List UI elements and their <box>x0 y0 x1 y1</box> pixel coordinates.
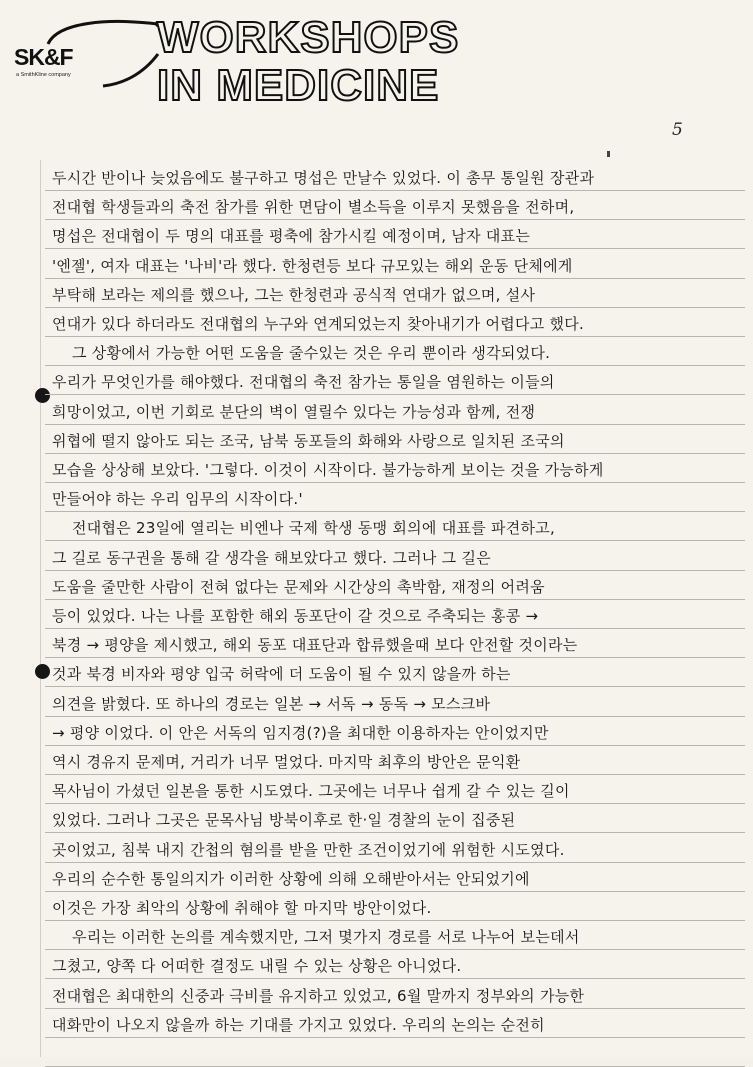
ruled-line <box>45 190 745 191</box>
text-line: → 평양 이었다. 이 안은 서독의 임지경(?)을 최대한 이용하자는 안이었지만 <box>52 723 549 742</box>
logo-subtitle: a SmithKline company <box>16 72 71 78</box>
letterhead-title-line2: IN MEDICINE <box>157 61 440 110</box>
text-line: 북경 → 평양을 제시했고, 해외 동포 대표단과 합류했을때 보다 안전할 것이라는 <box>52 636 578 655</box>
ruled-line <box>45 745 745 746</box>
text-line: 희망이었고, 이번 기회로 분단의 벽이 열릴수 있다는 가능성과 함께, 전쟁 <box>52 402 536 421</box>
ruled-line <box>45 336 745 337</box>
text-line: 우리의 순수한 통일의지가 이러한 상황에 의해 오해받아서는 안되었기에 <box>52 869 530 888</box>
binder-hole <box>35 388 50 403</box>
binder-hole <box>35 664 50 679</box>
letterhead-title-line1: WORKSHOPS <box>157 13 460 62</box>
ruled-line <box>45 540 745 541</box>
ruled-line <box>45 599 745 600</box>
text-line: 그 상황에서 가능한 어떤 도움을 줄수있는 것은 우리 뿐이라 생각되었다. <box>72 344 551 363</box>
text-line: 우리가 무엇인가를 해야했다. 전대협의 축전 참가는 통일을 염원하는 이들의 <box>52 373 555 392</box>
text-line: 이것은 가장 최악의 상황에 취해야 할 마지막 방안이었다. <box>52 899 432 917</box>
text-line: 전대협 학생들과의 축전 참가를 위한 면담이 별소득을 이루지 못했음을 전하며, <box>52 198 575 217</box>
text-line: 목사님이 가셨던 일본을 통한 시도였다. 그곳에는 너무나 쉽게 갈 수 있는 길이 <box>52 782 570 801</box>
ruled-line <box>45 978 745 979</box>
text-line: 우리는 이러한 논의를 계속했지만, 그저 몇가지 경로를 서로 나누어 보는데서 <box>72 928 580 947</box>
ruled-line <box>45 657 745 658</box>
ruled-line <box>45 394 745 395</box>
ruled-line <box>45 453 745 454</box>
text-line: 등이 있었다. 나는 나를 포함한 해외 동포단이 갈 것으로 주축되는 홍콩 → <box>52 607 539 625</box>
text-line: 도움을 줄만한 사람이 전혀 없다는 문제와 시간상의 촉박함, 재정의 어려움 <box>52 577 545 596</box>
ruled-line <box>45 686 745 687</box>
text-line: 그 길로 동구권을 통해 갈 생각을 해보았다고 했다. 그러나 그 길은 <box>52 548 491 567</box>
text-line: 명섭은 전대협이 두 명의 대표를 평축에 참가시킬 예정이며, 남자 대표는 <box>52 227 531 246</box>
ruled-line <box>45 365 745 366</box>
text-line: '엔젤', 여자 대표는 '나비'라 했다. 한청련등 보다 규모있는 해외 운동 단체에게 <box>52 256 573 275</box>
ruled-line <box>45 803 745 804</box>
text-line: 만들어야 하는 우리 임무의 시작이다.' <box>52 490 303 509</box>
ruled-line <box>45 891 745 892</box>
text-line: 전대협은 최대한의 신중과 극비를 유지하고 있었고, 6월 말까지 정부와의 가능한 <box>52 986 585 1005</box>
ruled-line <box>45 482 745 483</box>
text-line: 부탁해 보라는 제의를 했으나, 그는 한청련과 공식적 연대가 없으며, 설사 <box>52 285 536 304</box>
ruled-line <box>45 949 745 950</box>
text-line: 연대가 있다 하더라도 전대협의 누구와 연계되었는지 찾아내기가 어렵다고 했다. <box>52 315 585 333</box>
ruled-line <box>45 774 745 775</box>
ruled-line <box>45 219 745 220</box>
text-line: 대화만이 나오지 않을까 하는 기대를 가지고 있었다. 우리의 논의는 순전히 <box>52 1015 545 1034</box>
logo-text: SK&F <box>14 44 73 70</box>
ruled-line <box>45 278 745 279</box>
ruled-line <box>45 832 745 833</box>
text-line: 모습을 상상해 보았다. '그렇다. 이것이 시작이다. 불가능하게 보이는 것을 가능하게 <box>52 461 604 479</box>
pen-mark <box>607 151 610 157</box>
ruled-line <box>45 1008 745 1009</box>
ruled-line <box>45 570 745 571</box>
text-line: 역시 경유지 문제며, 거리가 너무 멀었다. 마지막 최후의 방안은 문익환 <box>52 753 521 771</box>
ruled-line <box>45 628 745 629</box>
ruled-line <box>45 307 745 308</box>
text-line: 위협에 떨지 않아도 되는 조국, 남북 동포들의 화해와 사랑으로 일치된 조국의 <box>52 431 565 450</box>
text-line: 그쳤고, 양쪽 다 어떠한 결정도 내릴 수 있는 상황은 아니었다. <box>52 957 462 976</box>
ruled-line <box>45 862 745 863</box>
ruled-line <box>45 248 745 249</box>
ruled-line <box>45 1037 745 1038</box>
skf-logo <box>8 14 158 109</box>
margin-line <box>40 160 41 1057</box>
ruled-line <box>45 716 745 717</box>
page-number: 5 <box>672 120 683 140</box>
text-line: 곳이었고, 침북 내지 간첩의 혐의를 받을 만한 조건이었기에 위험한 시도였다. <box>52 840 565 859</box>
text-line: 있었다. 그러나 그곳은 문목사님 방북이후로 한·일 경찰의 눈이 집중된 <box>52 811 516 830</box>
ruled-line <box>45 511 745 512</box>
ruled-line <box>45 920 745 921</box>
text-line: 것과 북경 비자와 평양 입국 허락에 더 도움이 될 수 있지 않을까 하는 <box>52 665 511 684</box>
ruled-line <box>45 424 745 425</box>
text-line: 두시간 반이나 늦었음에도 불구하고 명섭은 만날수 있었다. 이 총무 통일원 장관과 <box>52 169 595 187</box>
text-line: 전대협은 23일에 열리는 비엔나 국제 학생 동맹 회의에 대표를 파견하고, <box>72 519 556 538</box>
text-line: 의견을 밝혔다. 또 하나의 경로는 일본 → 서독 → 동독 → 모스크바 <box>52 694 491 713</box>
